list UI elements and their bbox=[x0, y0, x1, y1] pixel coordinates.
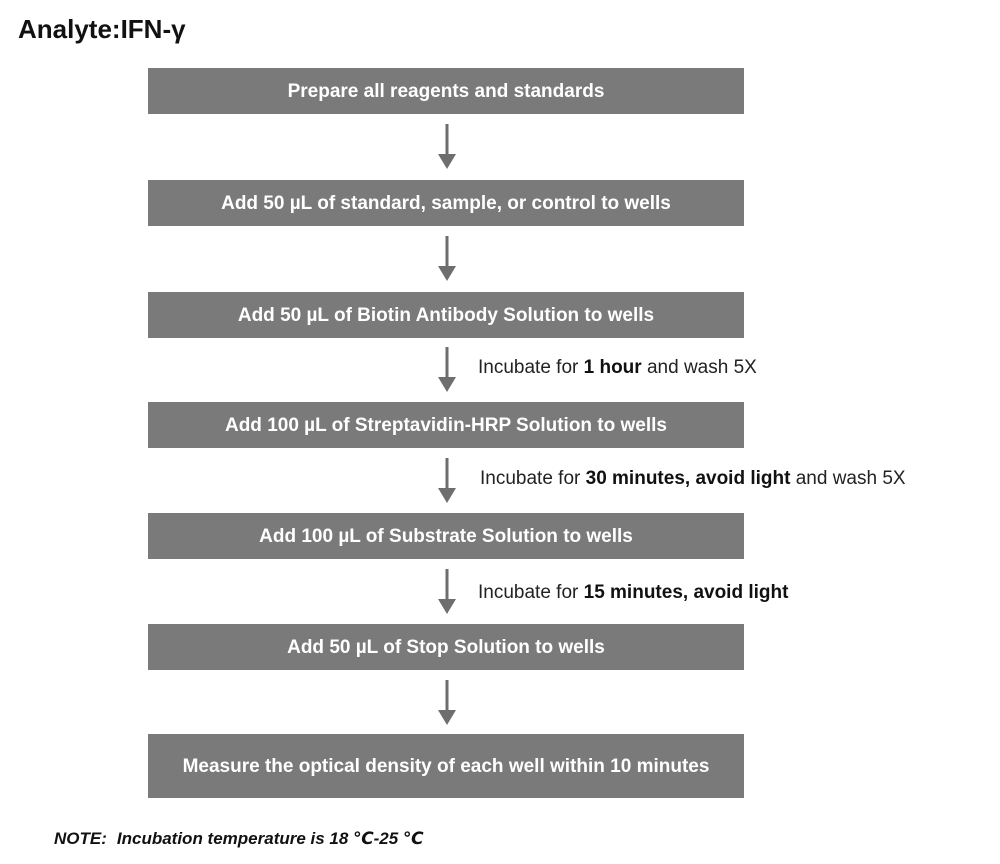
down-arrow-icon bbox=[436, 680, 458, 726]
step-box-prepare: Prepare all reagents and standards bbox=[148, 68, 744, 114]
down-arrow-icon bbox=[436, 236, 458, 282]
down-arrow-icon bbox=[436, 458, 458, 504]
down-arrow-icon bbox=[436, 569, 458, 615]
note-label: NOTE: bbox=[54, 829, 107, 848]
incubation-prefix: Incubate for bbox=[480, 468, 586, 489]
incubation-note bbox=[480, 468, 906, 490]
step-box-add-biotin-antibody: Add 50 µL of Biotin Antibody Solution to wells bbox=[148, 292, 744, 338]
incubation-prefix: Incubate for bbox=[478, 582, 584, 603]
incubation-suffix: and wash 5X bbox=[641, 357, 757, 378]
note-text: Incubation temperature is 18 ℃-25 ℃ bbox=[116, 829, 424, 848]
incubation-suffix: and wash 5X bbox=[790, 468, 906, 489]
incubation-time: 1 hour bbox=[583, 357, 642, 378]
incubation-time: 30 minutes, avoid light bbox=[585, 468, 791, 489]
step-box-add-stop-solution: Add 50 µL of Stop Solution to wells bbox=[148, 624, 744, 670]
down-arrow-icon bbox=[436, 347, 458, 393]
incubation-time: 15 minutes, avoid light bbox=[583, 582, 789, 603]
incubation-prefix: Incubate for bbox=[478, 357, 584, 378]
step-box-add-substrate: Add 100 µL of Substrate Solution to wells bbox=[148, 513, 744, 559]
incubation-note bbox=[478, 357, 757, 379]
temperature-note bbox=[54, 829, 424, 849]
incubation-note bbox=[478, 582, 788, 604]
step-box-add-streptavidin: Add 100 µL of Streptavidin-HRP Solution to wells bbox=[148, 402, 744, 448]
page-title: Analyte:IFN-γ bbox=[18, 14, 186, 44]
step-box-add-standard: Add 50 µL of standard, sample, or control to wells bbox=[148, 180, 744, 226]
step-box-measure-optical-density: Measure the optical density of each well within 10 minutes bbox=[148, 734, 744, 798]
down-arrow-icon bbox=[436, 124, 458, 170]
